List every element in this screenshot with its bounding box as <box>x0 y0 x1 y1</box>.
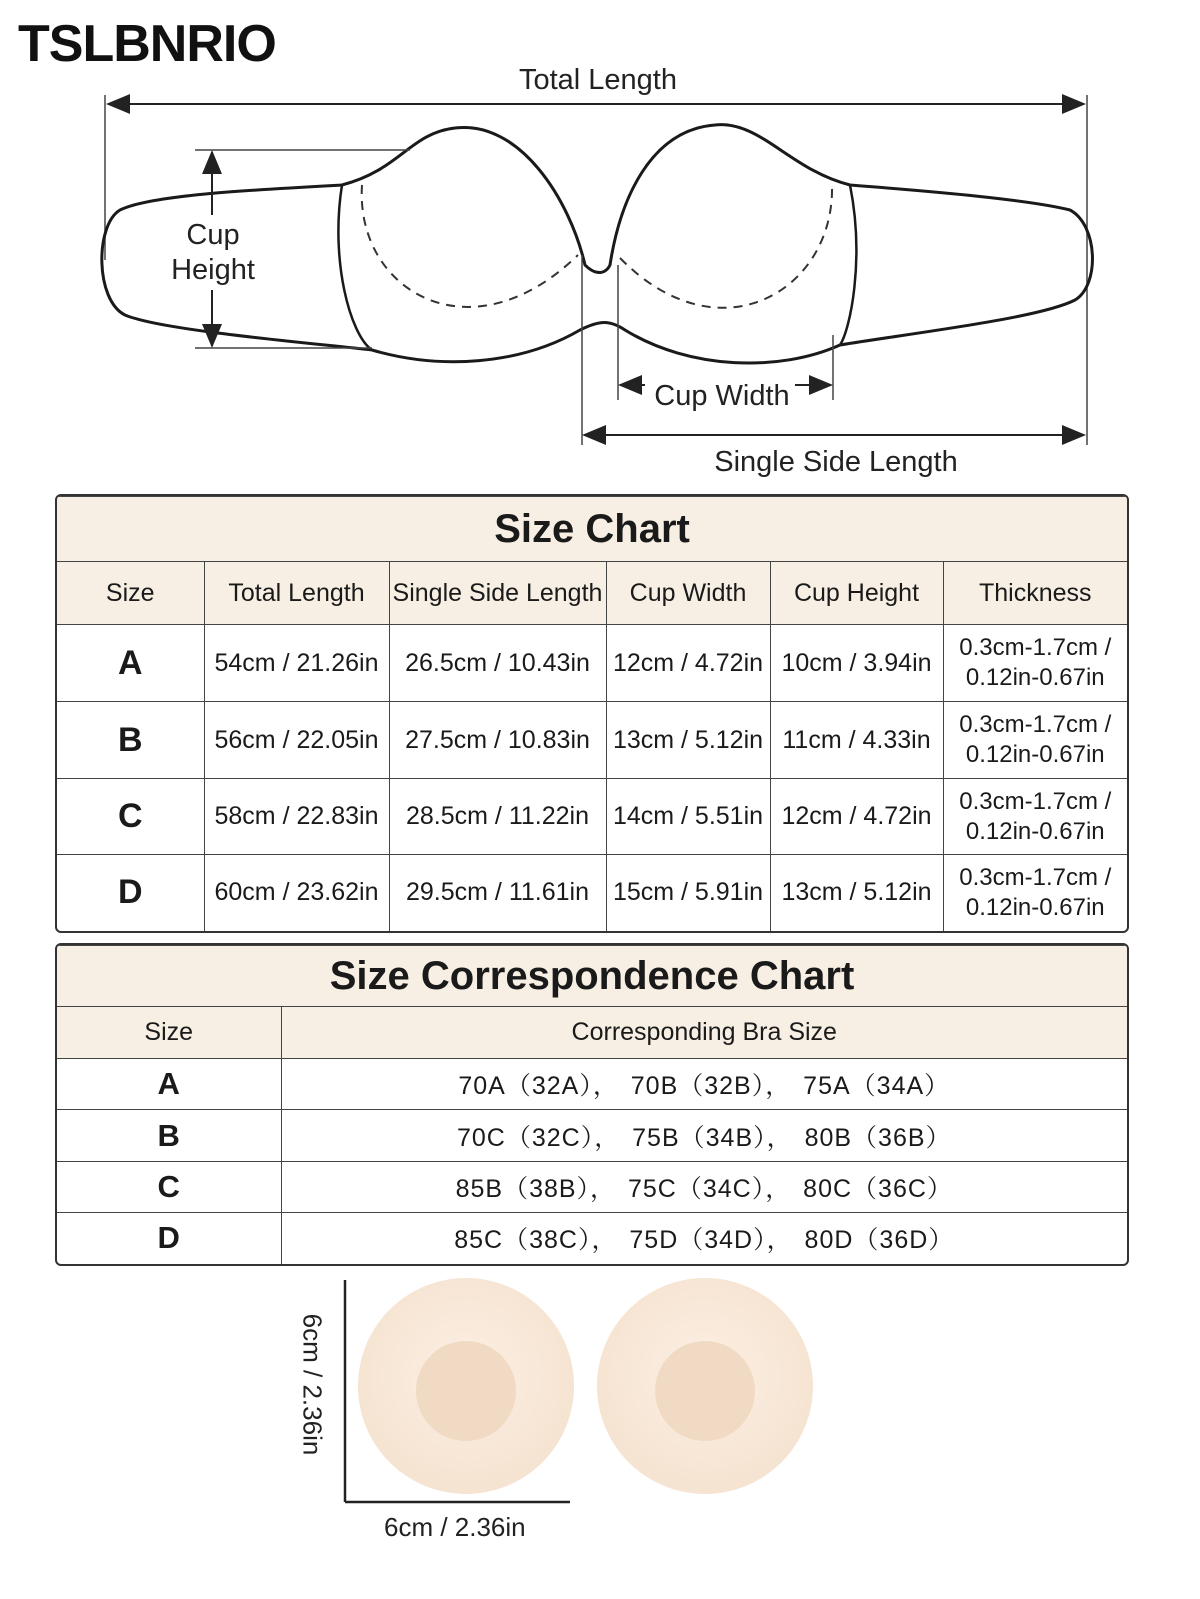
cup-width-label: Cup Width <box>654 380 790 412</box>
table-row <box>57 1213 1127 1264</box>
size-cell: A <box>57 1059 281 1110</box>
header-corresponding-bra-size: Corresponding Bra Size <box>281 1007 1127 1059</box>
single-side-cell: 27.5cm / 10.83in <box>389 702 606 779</box>
bra-size-cell: 70C（32C）， 75B（34B）， 80B（36B） <box>281 1110 1127 1162</box>
header-size: Size <box>57 562 204 625</box>
right-cup-dashed <box>620 185 832 308</box>
table-row <box>57 1110 1127 1162</box>
bra-size-cell: 85B（38B）， 75C（34C）， 80C（36C） <box>281 1162 1127 1213</box>
total-length-label: Total Length <box>518 64 678 96</box>
cup-height-cell: 12cm / 4.72in <box>770 779 943 855</box>
single-side-length-label: Single Side Length <box>714 446 958 478</box>
brand-logo: TSLBNRIO <box>18 15 276 73</box>
pad-height-label: 6cm / 2.36in <box>297 1313 328 1456</box>
cup-width-cell: 15cm / 5.91in <box>606 855 770 931</box>
cup-width-cell: 13cm / 5.12in <box>606 702 770 779</box>
table-row <box>57 855 1127 931</box>
cup-height-cell: 10cm / 3.94in <box>770 625 943 702</box>
header-cup-height: Cup Height <box>770 562 943 625</box>
single-side-cell: 26.5cm / 10.43in <box>389 625 606 702</box>
single-side-cell: 28.5cm / 11.22in <box>389 779 606 855</box>
thickness-cell: 0.3cm-1.7cm / 0.12in-0.67in <box>943 625 1127 702</box>
cup-height-cell: 11cm / 4.33in <box>770 702 943 779</box>
size-cell: D <box>57 855 204 931</box>
cup-height-cell: 13cm / 5.12in <box>770 855 943 931</box>
table-row <box>57 1162 1127 1213</box>
right-pad <box>597 1278 813 1494</box>
single-side-cell: 29.5cm / 11.61in <box>389 855 606 931</box>
total-length-cell: 56cm / 22.05in <box>204 702 389 779</box>
size-cell: B <box>57 702 204 779</box>
total-length-cell: 60cm / 23.62in <box>204 855 389 931</box>
header-size: Size <box>57 1007 281 1059</box>
size-chart-title: Size Chart <box>57 497 1127 562</box>
cup-width-cell: 12cm / 4.72in <box>606 625 770 702</box>
thickness-cell: 0.3cm-1.7cm / 0.12in-0.67in <box>943 855 1127 931</box>
cup-height-label-2: Height <box>171 254 255 286</box>
cup-height-label-1: Cup <box>186 219 240 251</box>
thickness-cell: 0.3cm-1.7cm / 0.12in-0.67in <box>943 702 1127 779</box>
size-chart-table <box>55 494 1129 933</box>
size-cell: C <box>57 1162 281 1213</box>
table-row <box>57 702 1127 779</box>
right-cup-seam <box>840 185 856 345</box>
table-row <box>57 1059 1127 1110</box>
header-single-side-length: Single Side Length <box>389 562 606 625</box>
left-cup-seam <box>338 185 372 350</box>
thickness-cell: 0.3cm-1.7cm / 0.12in-0.67in <box>943 779 1127 855</box>
correspondence-chart-title: Size Correspondence Chart <box>57 946 1127 1007</box>
right-pad-center <box>655 1341 755 1441</box>
bra-outline-diagram <box>0 0 1200 490</box>
header-cup-width: Cup Width <box>606 562 770 625</box>
bra-size-cell: 70A（32A）， 70B（32B）， 75A（34A） <box>281 1059 1127 1110</box>
table-row <box>57 779 1127 855</box>
pad-width-label: 6cm / 2.36in <box>384 1512 526 1542</box>
bra-outline <box>102 125 1093 363</box>
left-cup-dashed <box>362 185 578 307</box>
header-total-length: Total Length <box>204 562 389 625</box>
size-cell: A <box>57 625 204 702</box>
size-cell: C <box>57 779 204 855</box>
total-length-cell: 58cm / 22.83in <box>204 779 389 855</box>
cup-width-cell: 14cm / 5.51in <box>606 779 770 855</box>
size-cell: B <box>57 1110 281 1162</box>
total-length-cell: 54cm / 21.26in <box>204 625 389 702</box>
size-cell: D <box>57 1213 281 1264</box>
bra-size-cell: 85C（38C）， 75D（34D）， 80D（36D） <box>281 1213 1127 1264</box>
correspondence-chart-table <box>55 943 1129 1266</box>
header-thickness: Thickness <box>943 562 1127 625</box>
table-row <box>57 625 1127 702</box>
left-pad <box>358 1278 574 1494</box>
left-pad-center <box>416 1341 516 1441</box>
